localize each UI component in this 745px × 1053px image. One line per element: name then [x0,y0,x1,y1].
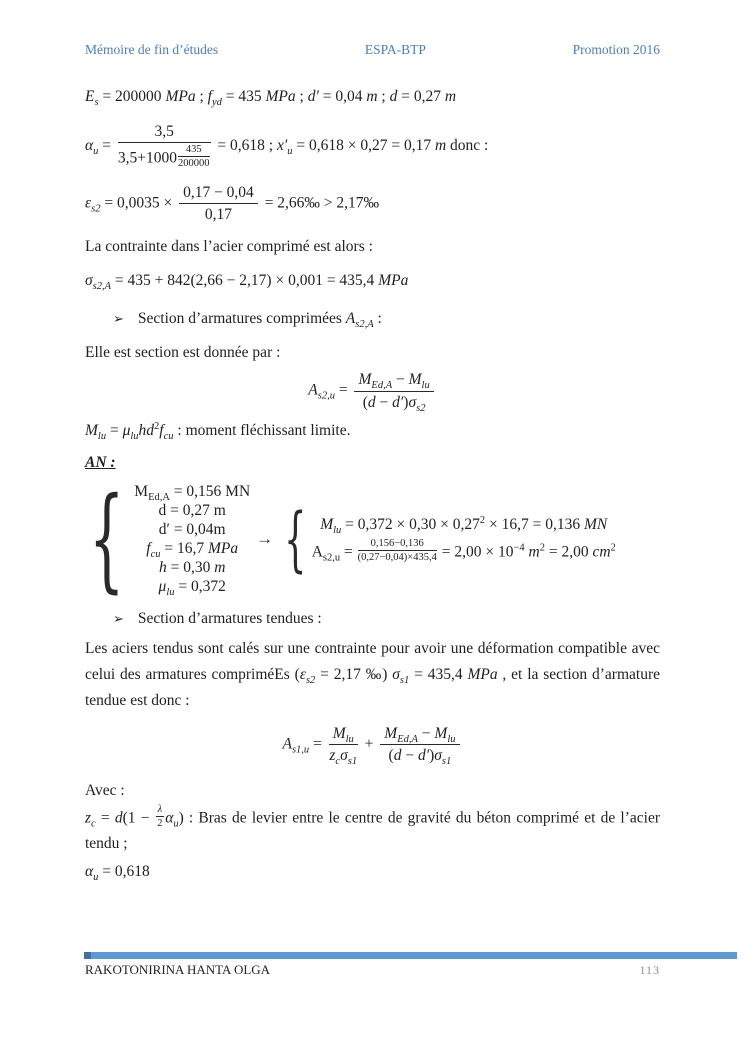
footer-rule-bar [84,952,737,959]
formula-alpha-u: $\alpha_u$ = 3,5 3,5+1000 $\frac{435}{200000}$ = 0,618 ; $x'_u = 0,618 \times 0,27 = 0,17$ m donc : [85,123,489,170]
bullet-armatures-tendues [85,610,660,628]
header-left: Mémoire de fin d’études [85,42,219,57]
system-given-values [134,482,251,599]
footer-rule-bar-cap [84,952,91,959]
page-footer [85,962,660,978]
an-heading: AN : [85,454,116,471]
system-row: $\mu_{lu} = 0,372$ [158,578,226,599]
page-content [85,80,661,884]
system-row: $f_{cu} = 16,7$ MPa [146,540,239,561]
header-center: ESPA-BTP [364,42,426,57]
formula-As1u-display: $A_{s1,u}$ = $\frac{M_{lu}}{z_c\sigma_{s1}}$ + $\frac{M_{Ed,A} - M_{lu}}{(d - d')\sigma_{s1}}$ [85,724,660,766]
left-brace-small-icon: { [284,497,307,580]
left-brace-icon: { [88,473,125,604]
arrowhead-bullet-icon: ➢ [113,312,124,328]
formula-alpha-value: $\alpha_u = 0,618$ [85,863,150,884]
bullet-armatures-tendues-label: Section d’armatures tendues : [137,610,322,627]
paragraph-contrainte: La contrainte dans l’acier comprimé est alors : [85,238,373,256]
bullet-armatures-comprimees [85,310,660,331]
formula-Mlu-definition: $M_{lu} = \mu_{lu}hd^2f_{cu}$ : moment fléchissant limite. [85,420,351,443]
paragraph-aciers-tendus: Les aciers tendus sont calés sur une contrainte pour avoir une déformation compatible avec celui des armatures compriméEs ($\varepsilon_{s2} = 2,17$ ‰) $\sigma_{s1} = 435,4$ MPa , et la section d’armature tendue est donc : [85,640,661,709]
header-right: Promotion 2016 [572,42,660,57]
formula-sigma-s2A: $\sigma_{s2,A} = 435 + 842(2,66 - 2,17) \times 0,001 = 435,4$ MPa [85,272,409,293]
arrowhead-bullet-icon: ➢ [113,612,124,627]
system-row: d′ = 0,04m [158,521,226,538]
system-results [312,512,616,565]
formula-As2u-display: $A_{s2,u}$ = $\frac{M_{Ed,A} - M_{lu}}{(d - d')\sigma_{s2}}$ [85,370,660,412]
right-arrow-icon: → [256,529,274,548]
equation-system [85,473,660,604]
system-row: $A_{s2,u}$ = $\frac{0,156-0,136}{(0,27-0,04)\times 435,4}$ = $2,00 \times 10^{-4}$ $m^2 = 2,00$ $cm^2$ [311,538,616,564]
paragraph-zc-definition: $z_c = d(1$ − $\frac{\lambda}{2}$ $\alpha_u$) : Bras de levier entre le centre de gravité du béton comprimé et de l’acier tendu ; [85,803,660,853]
paragraph-avec: Avec : [85,781,125,799]
page-number: 113 [639,963,660,977]
formula-material-properties: $E_s = 200000$ MPa ; $f_{yd} = 435$ MPa ; d′ = 0,04 m ; d = 0,27 m [85,88,457,109]
formula-epsilon-s2: $\varepsilon_{s2} = 0,0035$ × $\frac{0,17 - 0,04}{0,17}$ = 2,66‰ > 2,17‰ [85,183,380,223]
system-row: $M_{lu} = 0,372 \times 0,30 \times 0,27^2 \times 16,7 = 0,136$ MN [320,515,608,537]
system-row: $M_{Ed,A} = 0,156$ MN [134,483,251,504]
bullet-armatures-comprimees-label: Section d’armatures comprimées $A_{s2,A}$ : [137,310,382,331]
paragraph-elle-section: Elle est section est donnée par : [85,344,281,362]
page-header [85,42,660,58]
footer-author: RAKOTONIRINA HANTA OLGA [85,962,271,977]
system-row: h = 0,30 m [158,559,226,576]
system-row: d = 0,27 m [158,502,226,519]
